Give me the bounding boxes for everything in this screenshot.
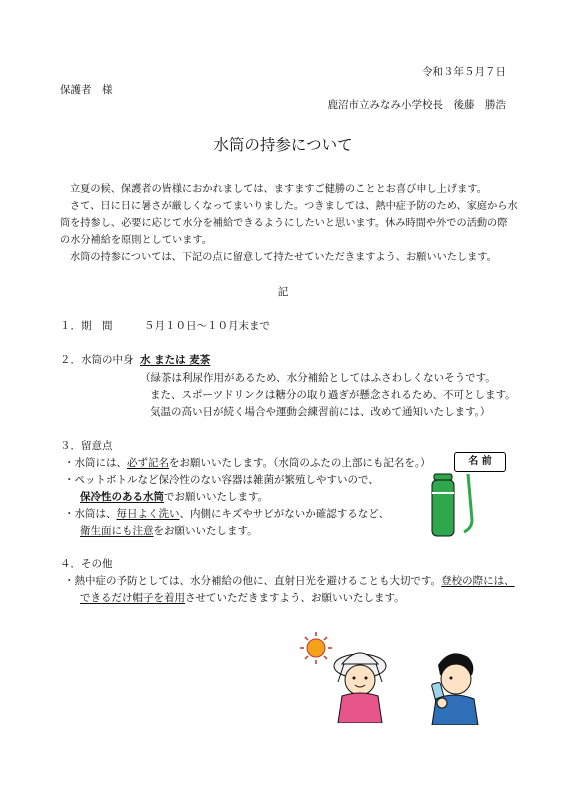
girl-with-sun-illustration [298, 628, 398, 723]
name-label-box: 名 前 [454, 452, 506, 472]
section2-value: 水 または 麦茶 [140, 354, 211, 366]
section4-line-2: できるだけ帽子を着用させていただきますよう、お願いいたします。 [80, 592, 405, 604]
section3-bullet-2: ・ ペットボトルなど保冷性のない容器は雑菌が繁殖しやすいので、 [64, 472, 379, 487]
section1-value: ５月１０日～１０月末まで [144, 320, 270, 332]
section3-bullet-1: ・ 水筒には、必ず記名をお願いいたします。（水筒のふたの上部にも記名を。） [64, 455, 431, 470]
sun-icon [300, 632, 332, 664]
recipient: 保護者 様 [60, 84, 113, 96]
intro-line-3: 筒を持参し、必要に応じて水分を補給できるようにしたいと思います。休み時間や外での活動の際 [60, 218, 508, 229]
section3-label: ３．留意点 [60, 440, 113, 452]
intro-line-5: 水筒の持参については、下記の点に留意して持たせていただきますよう、お願いいたします。 [70, 252, 497, 263]
section3-bullet-3-cont: 衛生面にも注意をお願いいたします。 [80, 525, 258, 537]
section4-label: ４．その他 [60, 558, 113, 570]
section4-line-1: ・ 熱中症の予防としては、水分補給の他に、直射日光を避けることも大切です。登校の際には、 [64, 573, 515, 588]
document-date: 令和３年５月７日 [422, 66, 506, 78]
water-bottle-icon [420, 470, 480, 540]
girl-icon [334, 653, 386, 723]
section1-label: １．期 間 [60, 320, 113, 332]
intro-line-1: 立夏の候、保護者の皆様におかれましては、ますますご健勝のこととお喜び申し上げます。 [70, 184, 487, 195]
section2-note-3: 気温の高い日が続く場合や運動会練習前には、改めて通知いたします。） [150, 406, 491, 418]
section2-note-1: （緑茶は利尿作用があるため、水分補給としてはふさわしくないそうです。 [140, 372, 496, 384]
section3-bullet-3: ・ 水筒は、毎日よく洗い、内側にキズやサビがないか確認するなど、 [64, 506, 389, 521]
intro-line-4: の水分補給を原則としています。 [60, 235, 212, 246]
page-title: 水筒の持参について [213, 136, 353, 154]
ki-heading: 記 [277, 286, 289, 298]
section2-note-2: また、スポーツドリンクは糖分の取り過ぎが懸念されるため、不可とします。 [150, 389, 516, 401]
section2-label: ２．水筒の中身 [60, 354, 134, 366]
section3-bullet-2-cont: 保冷性のある水筒でお願いいたします。 [80, 491, 269, 503]
boy-drinking-illustration [420, 645, 482, 725]
intro-line-2: さて、日に日に暑さが厳しくなってまいりました。つきましては、熱中症予防のため、家庭から水 [70, 201, 518, 212]
sender: 鹿沼市立みなみ小学校長 後藤 勝浩 [327, 99, 506, 111]
